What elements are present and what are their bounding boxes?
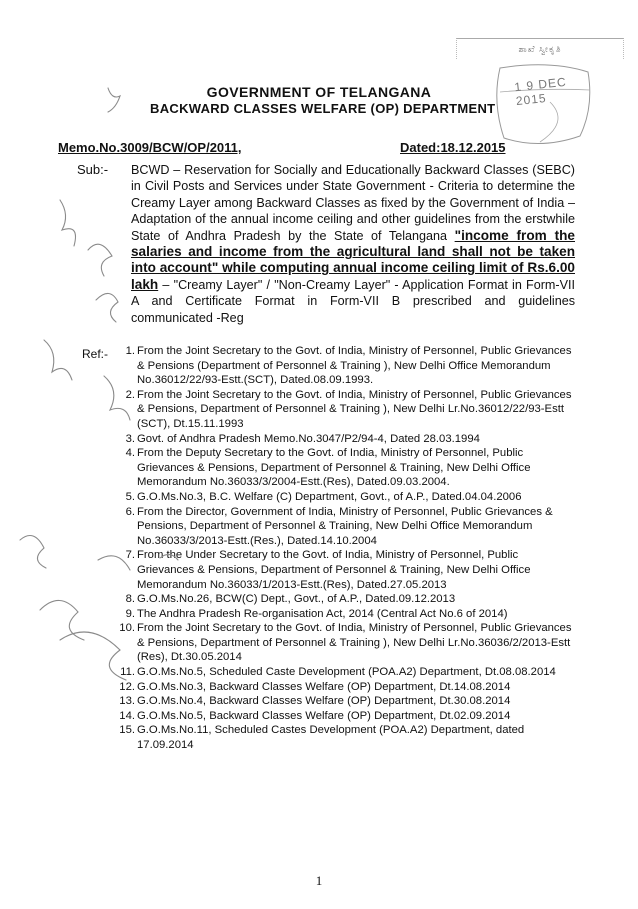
reference-number: 9. — [125, 607, 135, 620]
reference-text: G.O.Ms.No.11, Scheduled Castes Development (POA.A2) Department, dated 17.09.2014 — [137, 724, 525, 752]
reference-text: From the Joint Secretary to the Govt. of India, Ministry of Personnel, Public Grievances & Pensions, Department of Personnel & Training ), New Delhi Lr.No.36036/2/2013-Estt (Res), Dt.30.05.2014 — [137, 622, 572, 664]
references-label: Ref:- — [82, 347, 109, 361]
reference-number: 7. — [125, 549, 135, 562]
reference-text: From the Joint Secretary to the Govt. of India, Ministry of Personnel, Public Grievances & Pensions (Department of Personnel & Training ), New Delhi Office Memorandum No.36012/22/93-Estt.(SCT), Dated.08.09.1993. — [137, 345, 572, 387]
reference-item — [115, 694, 577, 709]
reference-text: G.O.Ms.No.3, B.C. Welfare (C) Department, Govt., of A.P., Dated.04.04.2006 — [137, 490, 522, 503]
reference-item — [115, 548, 577, 592]
reference-text: From the Director, Government of India, Ministry of Personnel, Public Grievances & Pensions, Department of Personnel & Training, New Delhi Office Memorandum No.36033/3/2013-Estt.(Res.), Dated.14.10.2004 — [137, 505, 553, 547]
reference-number: 10. — [119, 622, 135, 635]
reference-item — [115, 607, 577, 622]
receipt-stamp: ಶಾಖೆ ಸ್ವೀಕೃತಿ — [456, 38, 624, 59]
memo-date: Dated:18.12.2015 — [400, 140, 506, 155]
reference-number: 3. — [125, 432, 135, 445]
government-heading: GOVERNMENT OF TELANGANA — [206, 84, 432, 100]
reference-item — [115, 680, 577, 695]
reference-number: 15. — [119, 724, 135, 737]
reference-number: 5. — [125, 490, 135, 503]
reference-number: 14. — [119, 709, 135, 722]
reference-item — [115, 709, 577, 724]
reference-number: 2. — [125, 388, 135, 401]
reference-text: From the Deputy Secretary to the Govt. of India, Ministry of Personnel, Public Grievances & Pensions, Department of Personnel & Training, New Delhi Office Memorandum No.36033/3/2004-Estt.(Res), Dated.09.03.2004. — [137, 447, 531, 489]
memo-number: Memo.No.3009/BCW/OP/2011, — [58, 140, 242, 155]
subject-text-after: – "Creamy Layer" / "Non-Creamy Layer" - Application Format in Form-VII A and Certificate Format in Form-VII B prescribed and guidelines communicated -Reg — [131, 277, 575, 325]
reference-text: G.O.Ms.No.5, Backward Classes Welfare (OP) Department, Dt.02.09.2014 — [137, 709, 511, 722]
reference-text: G.O.Ms.No.3, Backward Classes Welfare (OP) Department, Dt.14.08.2014 — [137, 680, 511, 693]
reference-text: The Andhra Pradesh Re-organisation Act, 2014 (Central Act No.6 of 2014) — [137, 607, 508, 620]
reference-number: 8. — [125, 593, 135, 606]
reference-number: 6. — [125, 505, 135, 518]
subject-label: Sub:- — [77, 162, 109, 177]
reference-list — [115, 344, 577, 753]
reference-number: 13. — [119, 695, 135, 708]
date-stamp — [490, 62, 595, 148]
reference-number: 1. — [125, 345, 135, 357]
reference-text: From the Under Secretary to the Govt. of India, Ministry of Personnel, Public Grievances & Pensions, Department of Personnel & Training, New Delhi Office Memorandum No.36033/1/2013-Estt.(Res), Dated.27.05.2013 — [137, 549, 531, 591]
reference-item — [115, 344, 577, 388]
date-stamp-text: 1 9 DEC 2015 — [513, 74, 568, 109]
reference-text: G.O.Ms.No.26, BCW(C) Dept., Govt., of A.P., Dated.09.12.2013 — [137, 593, 456, 606]
reference-item — [115, 388, 577, 432]
reference-number: 4. — [125, 447, 135, 460]
subject-text — [131, 162, 575, 326]
department-heading: BACKWARD CLASSES WELFARE (OP) DEPARTMENT — [150, 101, 496, 116]
subject-emphasis: "income from the salaries and income from the agricultural land shall not be taken into account" while computing annual income ceiling limit of Rs.6.00 lakh — [131, 227, 575, 292]
reference-text: Govt. of Andhra Pradesh Memo.No.3047/P2/94-4, Dated 28.03.1994 — [137, 432, 480, 445]
reference-text: From the Joint Secretary to the Govt. of India, Ministry of Personnel, Public Grievances & Pensions, Department of Personnel & Training ), New Delhi Lr.No.36012/22/93-Estt (SCT), Dt.15.11.1993 — [137, 388, 572, 430]
reference-item — [115, 446, 577, 490]
reference-item — [115, 490, 577, 505]
reference-item — [115, 621, 577, 665]
reference-item — [115, 592, 577, 607]
reference-item — [115, 505, 577, 549]
reference-text: G.O.Ms.No.4, Backward Classes Welfare (OP) Department, Dt.30.08.2014 — [137, 695, 511, 708]
reference-text: G.O.Ms.No.5, Scheduled Caste Development (POA.A2) Department, Dt.08.08.2014 — [137, 666, 556, 679]
reference-item — [115, 432, 577, 447]
reference-number: 12. — [119, 680, 135, 693]
reference-item — [115, 723, 577, 752]
subject-text-before: BCWD – Reservation for Socially and Educationally Backward Classes (SEBC) in Civil Posts and Services under State Government - Criteria to determine the Creamy Layer among Backward Classes as fixed by the Government of India – Adaptation of the annual income ceiling and other guidelines from the erstwhile State of Andhra Pradesh by the State of Telangana — [131, 163, 575, 243]
reference-number: 11. — [120, 666, 135, 679]
page-number: 1 — [315, 873, 323, 888]
reference-item — [115, 665, 577, 680]
